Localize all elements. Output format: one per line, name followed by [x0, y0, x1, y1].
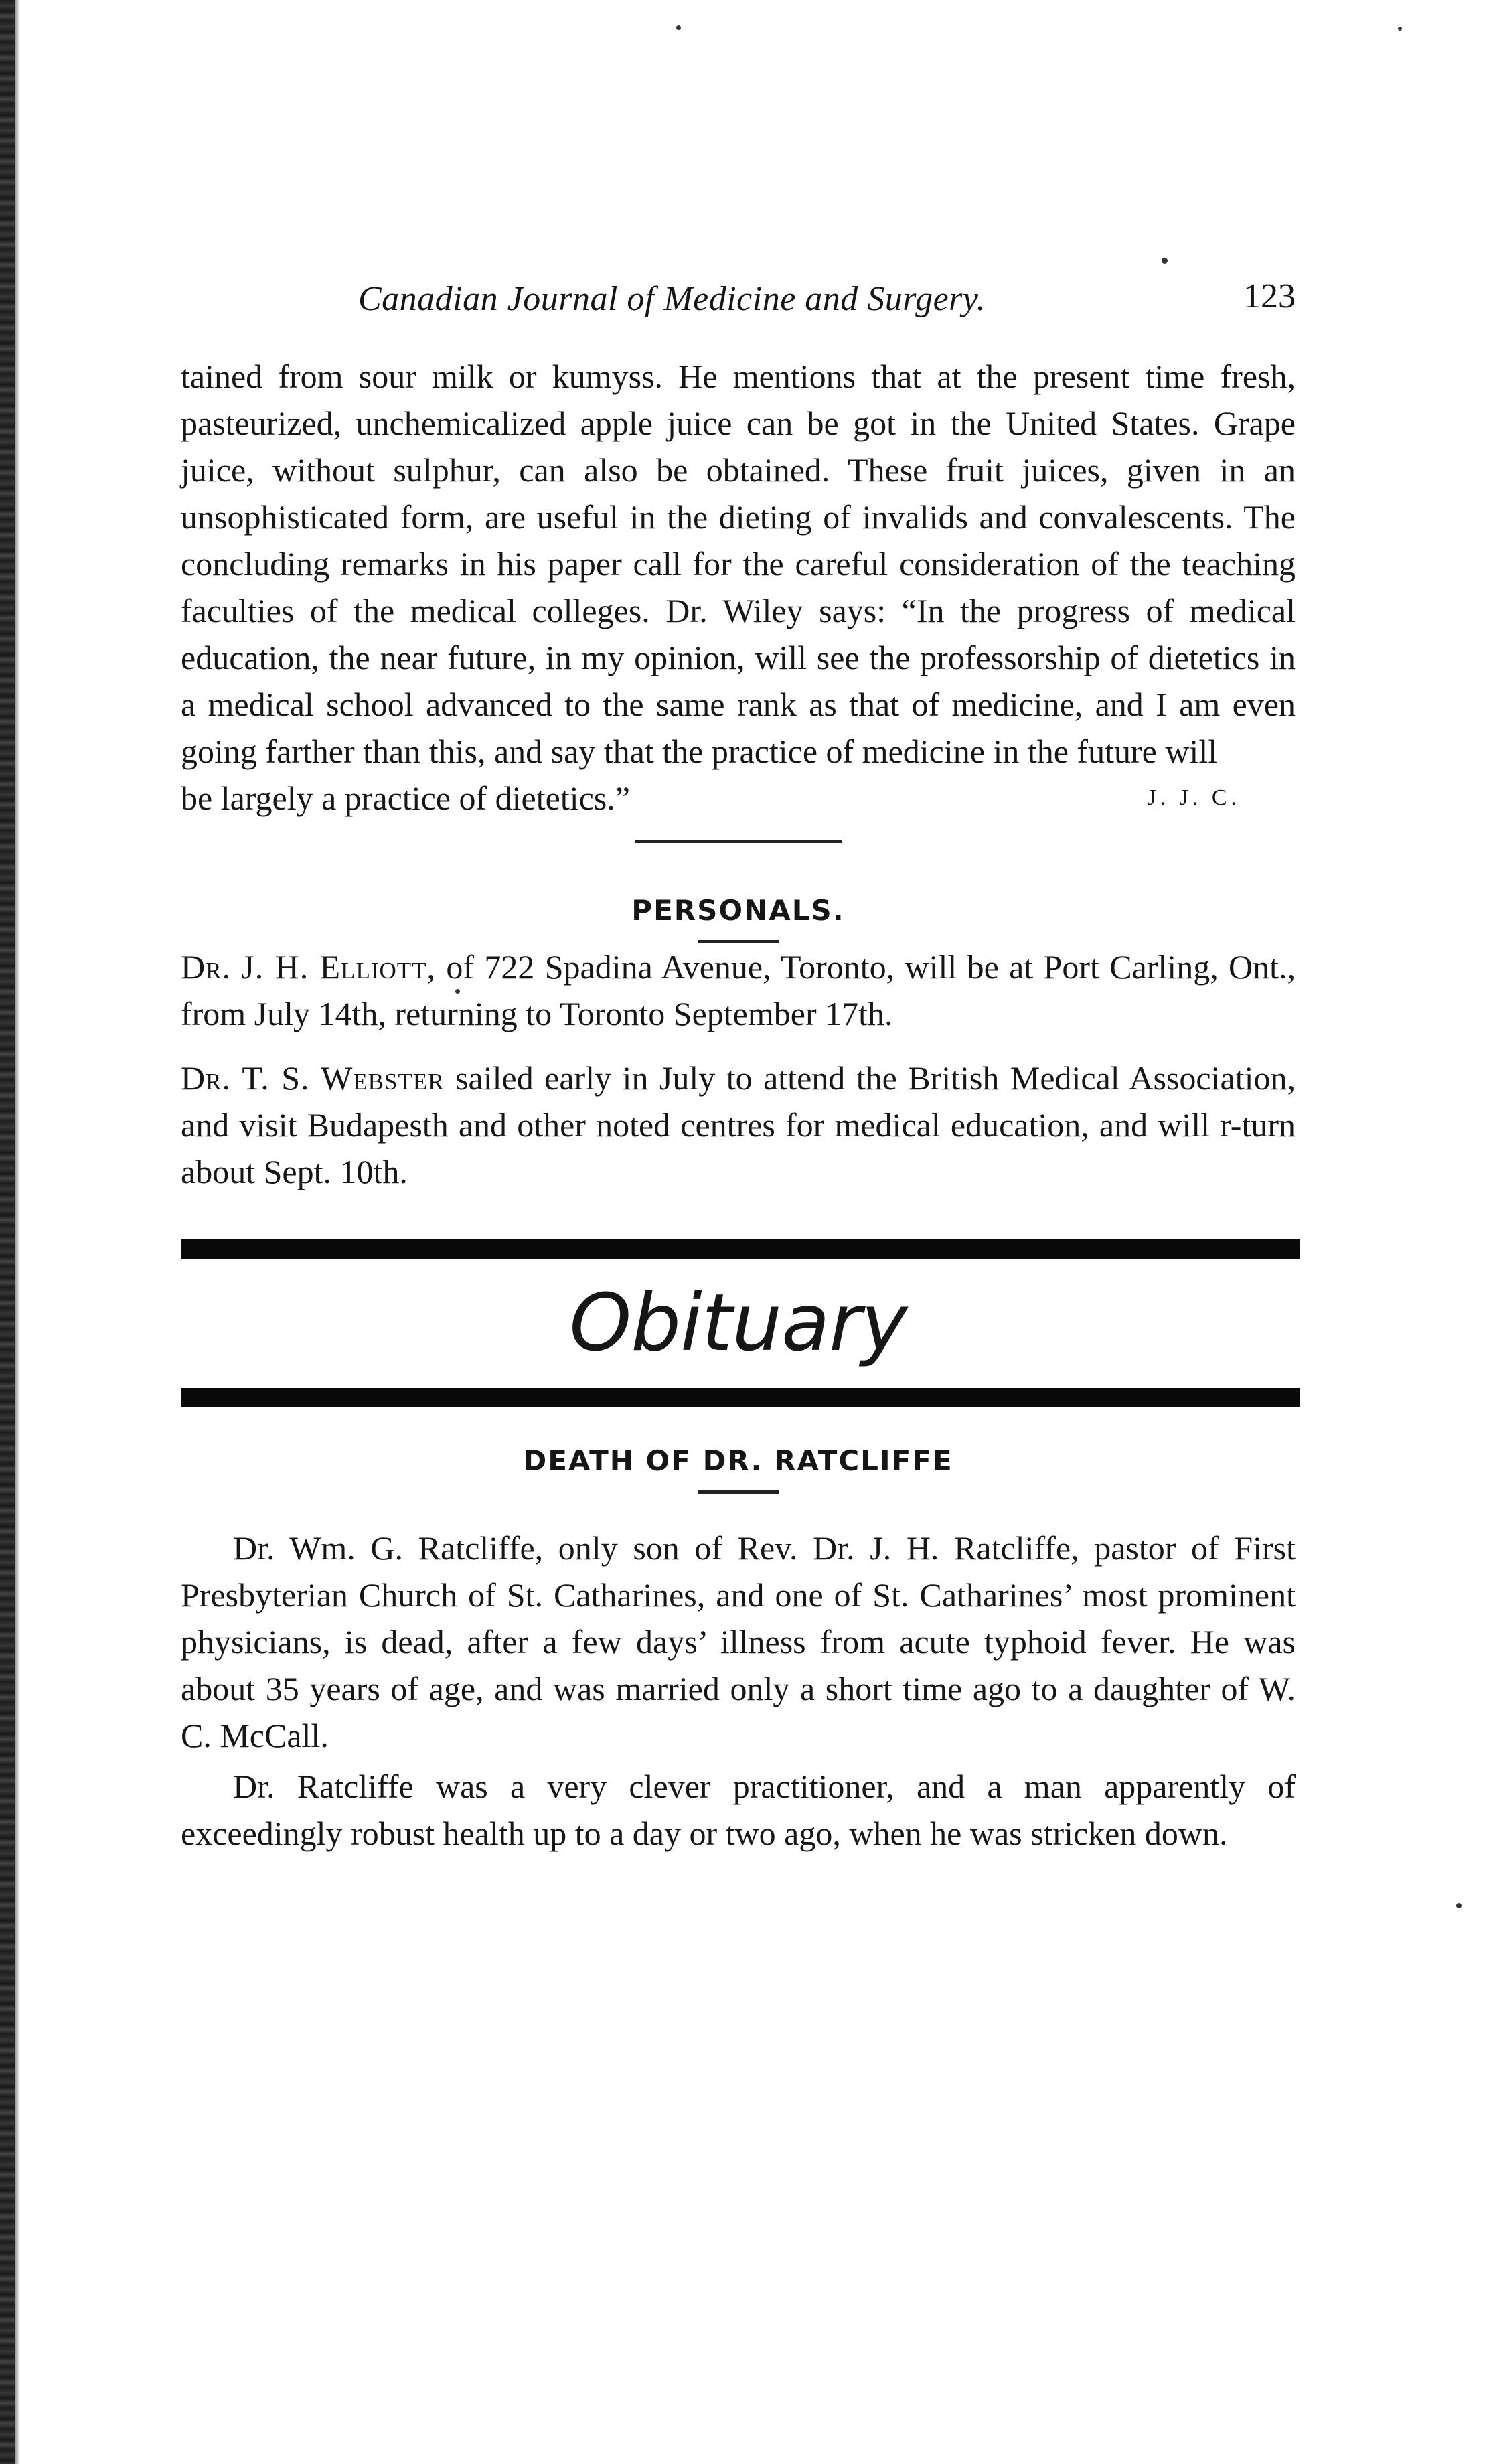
journal-page: [181, 264, 1296, 1857]
obituary-banner-title: Obituary: [569, 1276, 907, 1369]
personal-name: J. H. Elliott,: [241, 948, 437, 986]
personal-item: [181, 943, 1296, 1037]
scan-speck: [1398, 27, 1402, 31]
scan-speck: [1162, 258, 1168, 264]
scan-speck: [1456, 1903, 1462, 1908]
article-last-line: be largely a practice of dietetics.”: [181, 779, 630, 817]
scan-shadow: [15, 0, 20, 2464]
obituary-paragraph: Dr. Wm. G. Ratcliffe, only son of Rev. Dr. J. H. Ratcliffe, pastor of First Presbyterian Church of St. Catharines, and one of St. Catharines’ most prominent physicians, is dead, after a few days’ illness from acute typhoid fever. He was about 35 years of age, and was married only a short time ago to a daughter of W. C. McCall.: [181, 1529, 1296, 1754]
continued-article-text: tained from sour milk or kumyss. He mentions that at the present time fresh, pasteurized, unchemicalized apple juice can be got in the United States. Grape juice, without sulphur, can also be obtained. These fruit juices, given in an unsophisticated form, are useful in the dieting of invalids and convalescents. The concluding remarks in his paper call for the careful consideration of the teaching faculties of the medical colleges. Dr. Wiley says: “In the progress of medical education, the near future, in my opinion, will see the professorship of dietetics in a medical school advanced to the same rank as that of medicine, and I am even going farther than this, and say that the practice of medicine in the future will: [181, 358, 1296, 770]
obituary-heading: DEATH OF DR. RATCLIFFE: [523, 1444, 953, 1477]
running-title: Canadian Journal of Medicine and Surgery.: [358, 280, 986, 318]
heading-rule: [698, 1490, 779, 1494]
obituary-banner-top-rule: [181, 1239, 1300, 1259]
author-initials: J. J. C.: [1147, 785, 1241, 810]
scan-speck: [676, 25, 681, 30]
article-closing-line: [181, 775, 1296, 822]
section-divider: [635, 840, 842, 843]
personal-text: sailed early in July to attend the British Medical Association, and visit Budapesth and other noted centres for medical education, and will r-turn about Sept. 10th.: [181, 1059, 1296, 1190]
personal-item: [181, 1055, 1296, 1195]
obituary-banner-bottom-rule: [181, 1388, 1300, 1407]
scan-binding-edge: [0, 0, 15, 2464]
running-head: [181, 264, 1296, 325]
personal-name: T. S. Webster: [242, 1059, 445, 1097]
personals-heading: PERSONALS.: [631, 894, 845, 927]
personal-title: Dr.: [181, 948, 231, 986]
page-number: 123: [1243, 277, 1296, 315]
personal-text: of 722 Spadina Avenue, Toronto, will be at Port Carling, Ont., from July 14th, returning to Toronto September 17th.: [181, 948, 1296, 1032]
obituary-paragraph: Dr. Ratcliffe was a very clever practitioner, and a man apparently of exceedingly robust health up to a day or two ago, when he was stricken down.: [181, 1768, 1296, 1852]
personal-title: Dr.: [181, 1059, 231, 1097]
